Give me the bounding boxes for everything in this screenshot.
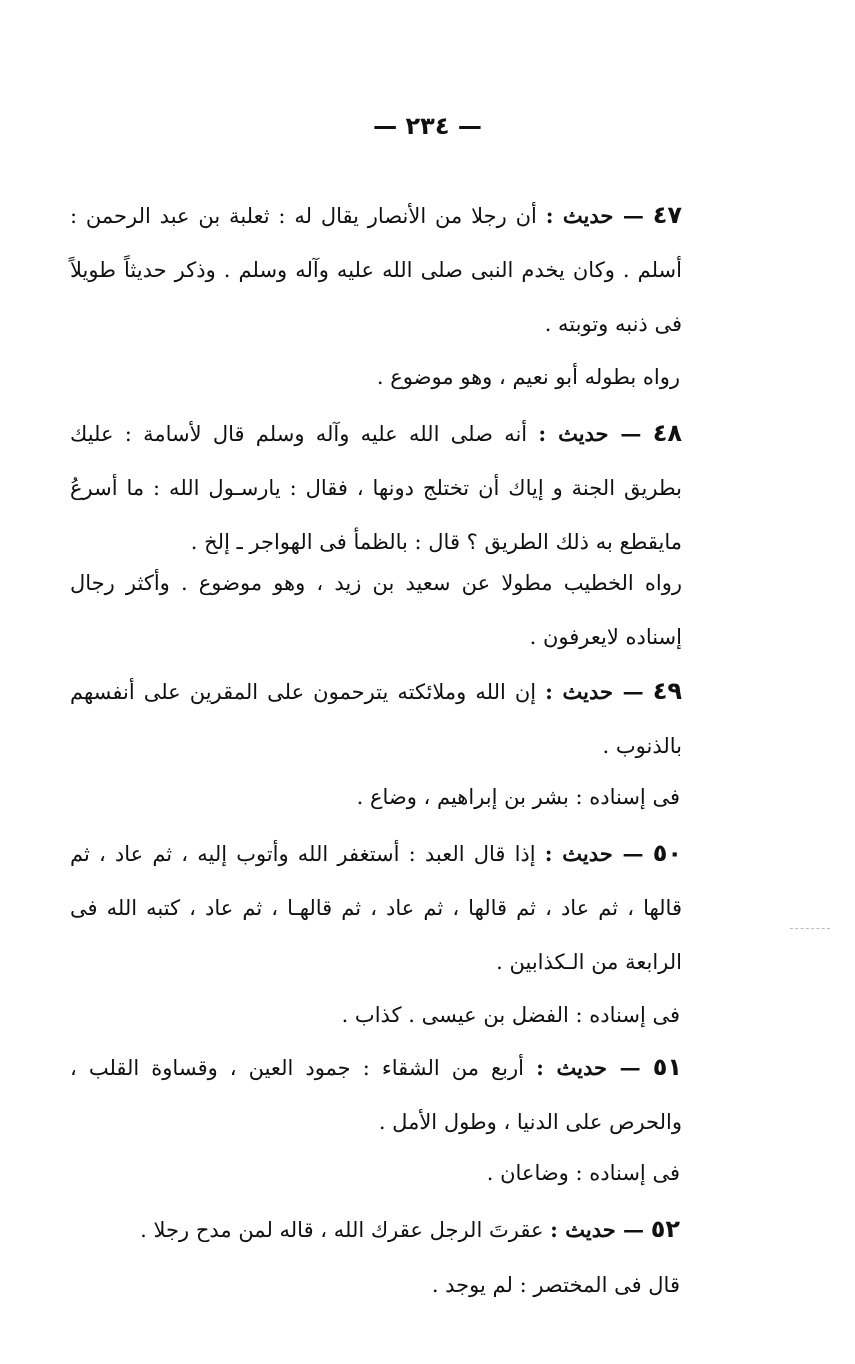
entry-number: ٤٩ [652,677,682,705]
entry-label: — حديث : [545,203,644,228]
entry-note-48: رواه الخطيب مطولا عن سعيد بن زيد ، وهو موضوع . وأكثر رجال إسناده لايعرفون . [70,571,682,649]
entry-number: ٥٠ [652,839,682,867]
entry-text: إذا قال العبد : أستغفر الله وأتوب إليه ، ثم عاد ، ثم قالها ، ثم عاد ، ثم قالها ، ثم عاد ، ثم قالهـا ، ثم عاد ، كتبه الله فى الرابعة من الـكذابين . [70,842,682,974]
entry-note-47: رواه بطوله أبو نعيم ، وهو موضوع . [376,365,680,389]
hadith-entry-50 [70,826,682,989]
entry-text: أن رجلا من الأنصار يقال له : ثعلبة بن عبد الرحمن : أسلم . وكان يخدم النبى صلى الله عليه وآله وسلم . وذكر حديثاً طويلاً فى ذنبه وتوبته . [70,204,682,336]
entry-note-51: فى إسناده : وضاعان . [486,1161,680,1185]
entry-number: ٥٢ [650,1215,680,1243]
entry-number: ٤٧ [652,201,682,229]
hadith-entry-48 [70,406,682,569]
entry-label: — حديث : [545,679,644,704]
entry-text: عقرتَ الرجل عقرك الله ، قاله لمن مدح رجلا . [140,1218,544,1242]
entry-text: إن الله وملائكته يترحمون على المقرين على أنفسهم بالذنوب . [70,680,682,758]
entry-label: — حديث : [544,841,644,866]
entry-note-52: قال فى المختصر : لم يوجد . [431,1273,680,1297]
entry-text: أنه صلى الله عليه وآله وسلم قال لأسامة : عليك بطريق الجنة و إياك أن تختلج دونها ، فقال : يارسـول الله : ما أسرعُ مايقطع به ذلك الطريق ؟ قال : بالظمأ فى الهواجر ـ إلخ . [70,422,682,554]
entry-note-50: فى إسناده : الفضل بن عيسى . كذاب . [341,1003,680,1027]
entry-number: ٥١ [652,1053,682,1081]
entry-label: — حديث : [550,1217,645,1242]
entry-number: ٤٨ [652,419,682,447]
hadith-entry-52 [120,1202,680,1257]
entry-text: أربع من الشقاء : جمود العين ، وقساوة القلب ، والحرص على الدنيا ، وطول الأمل . [70,1056,682,1134]
scan-edge-mark [790,928,830,929]
hadith-entry-51 [70,1040,682,1149]
page-number: — ٢٣٤ — [373,112,482,140]
entry-label: — حديث : [536,1055,641,1080]
entry-note-49: فى إسناده : بشر بن إبراهيم ، وضاع . [356,785,680,809]
hadith-entry-49 [70,664,682,773]
entry-label: — حديث : [538,421,642,446]
hadith-entry-47 [70,188,682,351]
